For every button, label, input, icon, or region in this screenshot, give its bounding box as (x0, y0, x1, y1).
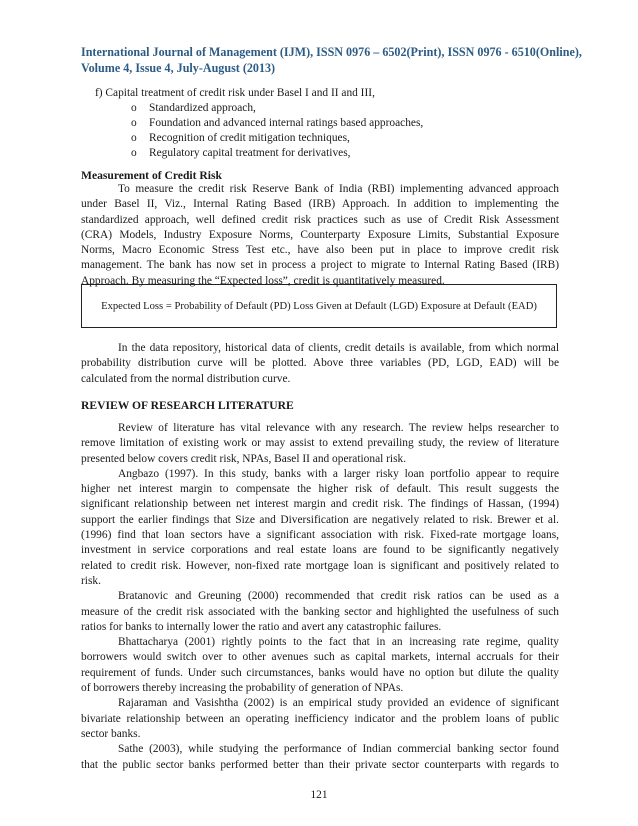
page-number: 121 (310, 789, 328, 801)
bullet-marker: o (131, 132, 137, 144)
bullet-marker: o (131, 117, 137, 129)
review-paragraph: Bratanovic and Greuning (2000) recommended that credit risk ratios can be used as a measure of the credit risk associated with the banking sector and highlighted the usefulness of such ratios for banks to internally lower the ratio and avert any catastrophic failures. (81, 590, 559, 633)
review-paragraph: Rajaraman and Vasishtha (2002) is an empirical study provided an evidence of significant bivariate relationship between an operating inefficiency indicator and the problem loans of public sector banks. (81, 697, 559, 740)
review-paragraph: Angbazo (1997). In this study, banks with a larger risky loan portfolio appear to require higher net interest margin to compensate the higher risk of default. This result suggests the significant relationship between net interest margin and credit risk. The findings of Hassan, (1994) support the earlier findings that Size and Diversification are negatively related to risk. Brewer et al. (1996) find that loan sectors have a significant association with risk. Fixed-rate mortgage loans, investment in service corporations and real estate loans are found to be significantly negatively related to credit risk. However, non-fixed rate mortgage loan is significant and positively related to risk. (81, 467, 559, 587)
bullet-item: o Regulatory capital treatment for derivatives, (131, 146, 350, 161)
review-paragraph: Review of literature has vital relevance with any research. The review helps researcher to remove limitation of existing work or may assist to extend prevailing study, the review of literature presented below covers credit risk, NPAs, Basel II and operational risk. (81, 422, 559, 465)
review-paragraph: Bhattacharya (2001) rightly points to the fact that in an increasing rate regime, quality borrowers would switch over to other avenues such as capital markets, internal accruals for their requirement of funds. Under such circumstances, banks would have no option but dilute the quality of borrowers thereby increasing the probability of generation of NPAs. (81, 636, 559, 695)
measurement-paragraph-2: In the data repository, historical data of clients, credit details is available, from which normal probability distribution curve will be plotted. Above three variables (PD, LGD, EAD) will be calculated from the normal distribution curve. (81, 342, 559, 385)
bullet-marker: o (131, 147, 137, 159)
review-body (81, 421, 559, 773)
section-heading-review: REVIEW OF RESEARCH LITERATURE (81, 399, 294, 412)
journal-header-line1: International Journal of Management (IJM), ISSN 0976 – 6502(Print), ISSN 0976 - 6510(Online), (81, 45, 582, 59)
list-intro: f) Capital treatment of credit risk under Basel I and II and III, (95, 87, 375, 99)
bullet-item: o Foundation and advanced internal ratings based approaches, (131, 116, 423, 131)
expected-loss-formula-box (81, 284, 557, 328)
review-paragraph: Sathe (2003), while studying the performance of Indian commercial banking sector found that the public sector banks performed better than their private sector counterparts with regards to (81, 743, 559, 771)
bullet-item: o Standardized approach, (131, 101, 256, 116)
journal-header-line2: Volume 4, Issue 4, July-August (2013) (81, 61, 276, 75)
measurement-paragraph: To measure the credit risk Reserve Bank of India (RBI) implementing advanced approach under Basel II, Viz., Internal Rating Based (IRB) Approach. In addition to implementing the standardized approach, well defined credit risk practices such as use of Credit Risk Assessment (CRA) Models, Industry Exposure Norms, Counterparty Exposure Limits, Substantial Exposure Norms, Macro Economic Stress Test etc., have also been put in place to improve credit risk management. The bank has now set in process a project to migrate to Internal Rating Based (IRB) Approach. By measuring the “Expected loss”, credit is quantitatively measured. (81, 183, 559, 287)
bullet-item: o Recognition of credit mitigation techniques, (131, 131, 350, 146)
journal-header (81, 44, 582, 76)
section-heading-measurement: Measurement of Credit Risk (81, 169, 222, 182)
bullet-marker: o (131, 102, 137, 114)
expected-loss-formula: Expected Loss = Probability of Default (PD) Loss Given at Default (LGD) Exposure at Default (EAD) (101, 300, 537, 312)
